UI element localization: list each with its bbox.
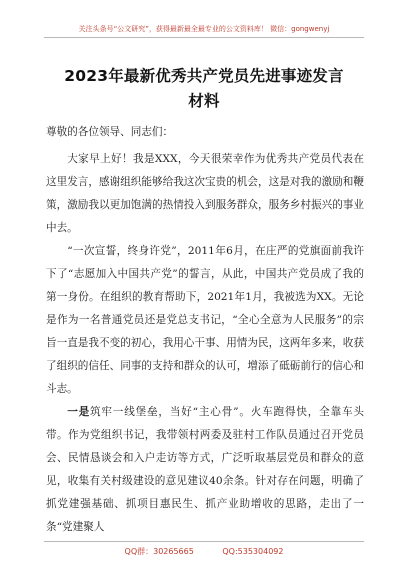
title-line-2: 材料	[188, 92, 220, 110]
title-line-1: 2023年最新优秀共产党员先进事迹发言	[64, 67, 344, 85]
greeting: 尊敬的各位领导、同志们：	[46, 126, 174, 138]
document-title	[40, 64, 368, 114]
paragraph-2: “一次宣誓，终身许党”，2011年6月，在庄严的党旗面前我许下了“志愿加入中国共产党”的誓言，从此，中国共产党员成了我的第一身份。在组织的教育帮助下，2021年1月，我被选为XX。无论是作为一名普通党员还是党总支书记，“全心全意为人民服务”的宗旨一直是我不变的初心，我用心干事、用情为民，这两年多来，收获了组织的信任、同事的支持和群众的认可，增添了砥砺前行的信心和斗志。	[46, 245, 364, 395]
footer	[44, 541, 364, 557]
document-body	[46, 121, 364, 539]
paragraph-3-text: 筑牢一线堡垒，当好“主心骨”。火车跑得快，全靠车头带。作为党组织书记，我带领村两委及驻村工作队员通过召开党员会、民情恳谈会和入户走访等方式，广泛听取基层党员和群众的意见，收集有关村级建设的意见建议40余条。针对存在问题，明确了抓党建强基础、抓项目惠民生、抓产业助增收的思路，走出了一条“党建聚人	[46, 406, 364, 533]
paragraph-3-lead: 一是	[67, 406, 90, 418]
footer-qq-group: QQ群：30265665	[124, 547, 194, 556]
paragraph-3	[46, 401, 364, 539]
paragraph-1: 大家早上好！我是XXX，今天很荣幸作为优秀共产党员代表在这里发言，感谢组织能够给我这次宝贵的机会，这是对我的激励和鞭策，激励我以更加饱满的热情投入到服务群众，服务乡村振兴的事业中去。	[46, 153, 364, 234]
header-banner: 关注头条号“公文研究”，获得最新最全最专业的公文资料库！ 微信：gongwenyj	[44, 22, 364, 38]
footer-qq: QQ:535304092	[222, 547, 284, 556]
